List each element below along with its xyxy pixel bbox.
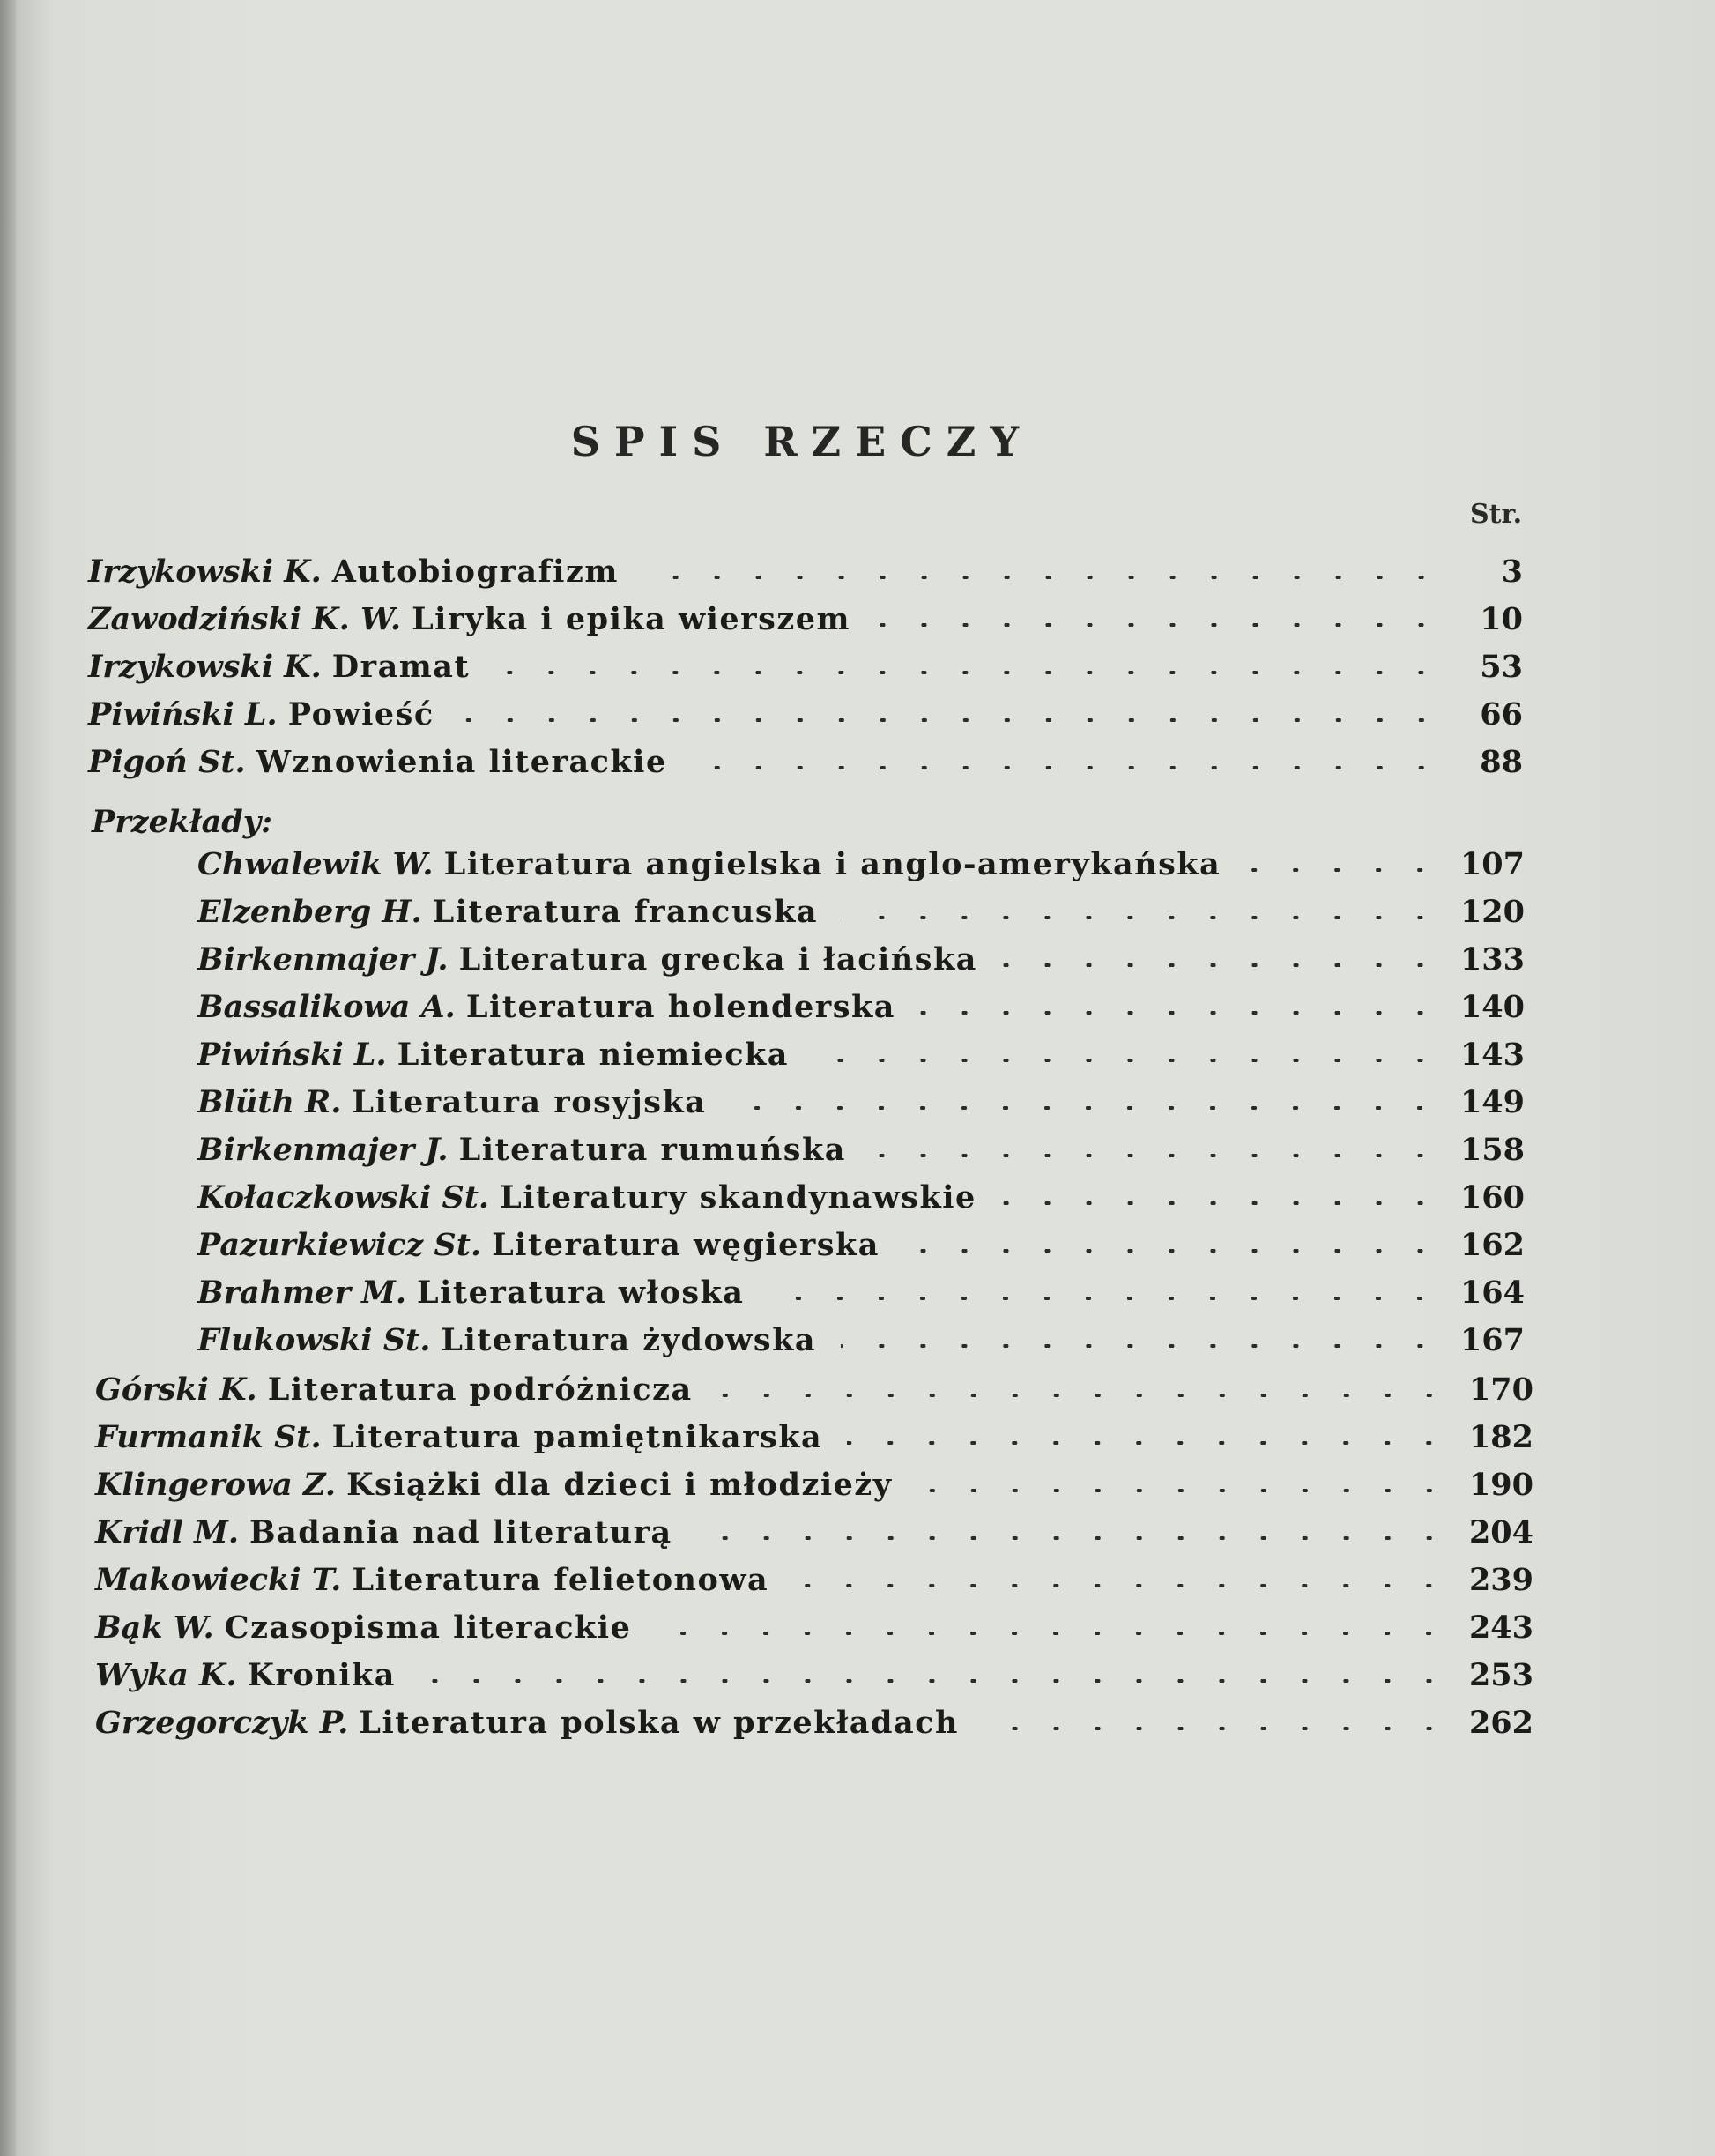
toc-entry-page-number: 164 [1459,1275,1525,1311]
dot-leader [841,1344,1441,1348]
dot-leader [1245,868,1441,872]
toc-entry-title: Literatura polska w przekładach [359,1705,959,1741]
toc-entry-page-number: 162 [1459,1227,1525,1263]
toc-entry-title: Literatura rosyjska [352,1084,707,1120]
toc-entry-author: Flukowski St. [197,1322,431,1358]
toc-entry [197,1227,1525,1275]
dot-leader [984,1727,1450,1730]
toc-entry-title: Liryka i epika wierszem [412,601,851,637]
dot-leader [656,1632,1450,1635]
toc-entry-title: Literatura rumuńska [458,1132,846,1168]
toc-entry-title: Autobiografizm [331,554,619,590]
toc-entry [197,1275,1525,1322]
toc-entry-page-number: 253 [1468,1657,1533,1693]
toc-entry [95,1467,1533,1514]
toc-entry-page-number: 262 [1468,1705,1533,1741]
toc-entry-title: Literatura włoska [417,1275,745,1311]
toc-entry-page-number: 204 [1468,1514,1533,1550]
toc-entry-author: Pigoń St. [88,744,246,780]
dot-leader [847,1441,1450,1445]
toc-entry-title: Kronika [247,1657,396,1693]
dot-leader [920,1011,1441,1015]
page-title: SPIS RZECZY [570,418,1034,465]
toc-entry-author: Pazurkiewicz St. [197,1227,482,1263]
toc-entry-title: Literatura żydowska [441,1322,817,1358]
dot-leader [459,718,1442,722]
toc-entry [95,1419,1533,1467]
toc-entry-page-number: 239 [1468,1562,1533,1598]
toc-entry [197,989,1525,1037]
toc-entry-page-number: 190 [1468,1467,1533,1503]
toc-entry [95,1562,1533,1610]
toc-entry-page-number: 143 [1459,1037,1525,1073]
dot-leader [697,1536,1450,1540]
toc-entry [197,1179,1525,1227]
toc-entry-author: Zawodziński K. W. [88,601,402,637]
toc-entry-author: Bąk W. [95,1610,214,1646]
dot-leader [904,1249,1441,1253]
toc-entry-author: Elzenberg H. [197,894,422,930]
toc-entry-author: Piwiński L. [88,696,278,732]
toc-entry-page-number: 120 [1459,894,1525,930]
toc-entry-author: Brahmer M. [197,1275,407,1311]
dot-leader [420,1679,1450,1683]
toc-entry-author: Piwiński L. [197,1037,387,1073]
toc-entry-page-number: 3 [1501,554,1523,590]
toc-entry-author: Furmanik St. [95,1419,322,1455]
toc-entry-author: Wyka K. [95,1657,237,1693]
section-label-translations: Przekłady: [92,804,273,840]
toc-entry [95,1514,1533,1562]
dot-leader [917,1489,1450,1492]
toc-entry-author: Kridl M. [95,1514,240,1550]
toc-entry-page-number: 66 [1480,696,1523,732]
toc-entry [197,1132,1525,1179]
toc-entry-page-number: 107 [1459,846,1525,882]
toc-entry-author: Irzykowski K. [88,649,322,685]
toc-entry-author: Górski K. [95,1372,257,1408]
toc-entry-page-number: 10 [1480,601,1523,637]
toc-entry [95,1610,1533,1657]
dot-leader [871,1154,1441,1157]
dot-leader [875,623,1442,627]
toc-entry-author: Irzykowski K. [88,554,322,590]
toc-entry-author: Bassalikowa A. [197,989,456,1025]
toc-entry-page-number: 140 [1459,989,1525,1025]
dot-leader [643,576,1442,579]
toc-entry-author: Birkenmajer J. [197,941,449,978]
toc-entry-page-number: 88 [1480,744,1523,780]
toc-entry-author: Klingerowa Z. [95,1467,337,1503]
toc-entry-title: Literatura grecka i łacińska [458,941,977,978]
toc-entry-title: Książki dla dzieci i młodzieży [346,1467,893,1503]
toc-entry [88,601,1523,649]
toc-entry [197,846,1525,894]
toc-entry-author: Birkenmajer J. [197,1132,449,1168]
dot-leader [494,671,1442,674]
toc-entry-title: Literatury skandynawskie [500,1179,976,1216]
toc-entry-page-number: 149 [1459,1084,1525,1120]
dot-leader [717,1394,1450,1397]
page-column-header: Str. [1470,499,1523,530]
dot-leader [768,1297,1440,1300]
toc-entry-title: Literatura podróżnicza [267,1372,693,1408]
toc-entry-title: Badania nad literaturą [249,1514,672,1550]
toc-entry-title: Literatura francuska [432,894,819,930]
toc-entry-author: Chwalewik W. [197,846,434,882]
toc-entry-title: Literatura holenderska [465,989,895,1025]
toc-entry-page-number: 182 [1468,1419,1533,1455]
toc-entry-page-number: 160 [1459,1179,1525,1216]
toc-entry [95,1705,1533,1752]
toc-entry-author: Kołaczkowski St. [197,1179,490,1216]
toc-entry-title: Literatura pamiętnikarska [331,1419,823,1455]
toc-entry-title: Literatura niemiecka [397,1037,789,1073]
toc-entry [95,1372,1533,1419]
toc-entry [197,941,1525,989]
toc-entry [197,894,1525,941]
toc-entry-title: Wznowienia literackie [256,744,667,780]
toc-entry [88,744,1523,792]
toc-entry-title: Literatura angielska i anglo-amerykańska [443,846,1221,882]
toc-entry-title: Czasopisma literackie [224,1610,632,1646]
dot-leader [1001,1201,1441,1205]
toc-entry-page-number: 158 [1459,1132,1525,1168]
toc-entry-page-number: 167 [1459,1322,1525,1358]
dot-leader [692,766,1442,769]
toc-entry [197,1084,1525,1132]
toc-entry-title: Dramat [331,649,471,685]
toc-entry-author: Blüth R. [197,1084,342,1120]
toc-entry-page-number: 170 [1468,1372,1533,1408]
dot-leader [1002,963,1441,967]
toc-entry [88,696,1523,744]
dot-leader [813,1059,1441,1062]
toc-entry-page-number: 243 [1468,1610,1533,1646]
toc-entry-title: Literatura węgierska [492,1227,880,1263]
toc-entry [88,554,1523,601]
toc-entry [95,1657,1533,1705]
dot-leader [793,1584,1450,1587]
toc-entry-page-number: 133 [1459,941,1525,978]
dot-leader [731,1106,1441,1110]
toc-entry-author: Grzegorczyk P. [95,1705,349,1741]
toc-entry [197,1322,1525,1370]
toc-entry [197,1037,1525,1084]
toc-entry-title: Literatura felietonowa [352,1562,769,1598]
toc-entry-title: Powieść [287,696,434,732]
toc-entry [88,649,1523,696]
toc-entry-page-number: 53 [1480,649,1523,685]
toc-entry-author: Makowiecki T. [95,1562,342,1598]
dot-leader [843,916,1441,919]
